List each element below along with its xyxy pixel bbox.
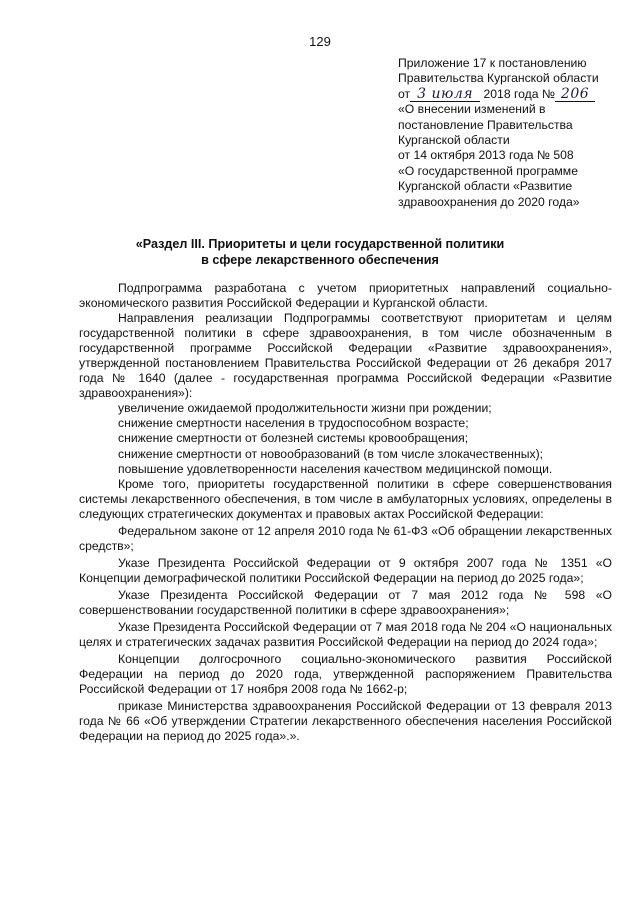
body-text (79, 281, 612, 744)
list-item: повышение удовлетворенности населения качеством медицинской помощи. (118, 461, 553, 476)
handwritten-date: 3 июля (417, 85, 474, 102)
list-item: снижение смертности от новообразований (в том числе злокачественных); (118, 446, 544, 461)
paragraph: Федеральном законе от 12 апреля 2010 года № 61-ФЗ «Об обращении лекарственных средств»; (79, 523, 612, 553)
appendix-date-line (398, 87, 630, 102)
appendix-line-5: постановление Правительства (398, 117, 573, 132)
paragraph: Указе Президента Российской Федерации от 7 мая 2012 года № 598 «О совершенствовании государственной политики в сфере здравоохранения»; (79, 587, 612, 617)
handwritten-number: 206 (560, 85, 590, 102)
paragraph: Направления реализации Подпрограммы соответствуют приоритетам и целям государственной политики в сфере здравоохранения, в том числе обозначенным в государственной программе Российской Федерации «Развитие здравоохранения», утвержденной постановлением Правительства Российской Федерации от 26 декабря 2017 года № 1640 (далее - государственная программа Российской Федерации «Развитие здравоохранения»): (79, 311, 612, 401)
paragraph: приказе Министерства здравоохранения Российской Федерации от 13 февраля 2013 года № 66 «Об утверждении Стратегии лекарственного обеспечения населения Российской Федерации на период до 2025 года».». (79, 699, 612, 744)
appendix-line-7: от 14 октября 2013 года № 508 (398, 148, 574, 163)
appendix-line-8: «О государственной программе (398, 163, 578, 178)
section-title (0, 236, 640, 268)
handwritten-number-field (555, 85, 595, 102)
section-title-line-1: «Раздел III. Приоритеты и цели государственной политики (135, 237, 505, 251)
paragraph: Указе Президента Российской Федерации от 9 октября 2007 года № 1351 «О Концепции демографической политики Российской Федерации на период до 2025 года»; (79, 555, 612, 585)
section-title-line-2: в сфере лекарственного обеспечения (201, 253, 439, 267)
from-prefix: от (398, 86, 411, 101)
appendix-line-6: Курганской области (398, 133, 510, 148)
paragraph: Подпрограмма разработана с учетом приоритетных направлений социально-экономического развития Российской Федерации и Курганской области. (79, 281, 612, 311)
list-item: снижение смертности населения в трудоспособном возрасте; (118, 416, 469, 431)
paragraph: Кроме того, приоритеты государственной политики в сфере совершенствования системы лекарственного обеспечения, в том числе в амбулаторных условиях, определены в следующих стратегических документах и правовых актах Российской Федерации: (79, 476, 612, 521)
list-item: увеличение ожидаемой продолжительности жизни при рождении; (118, 401, 492, 416)
page-number: 129 (309, 34, 331, 49)
handwritten-date-field (410, 85, 480, 102)
paragraph: Концепции долгосрочного социально-экономического развития Российской Федерации на период до 2020 года, утвержденной распоряжением Правительства Российской Федерации от 17 ноября 2008 года № 1662-р; (79, 652, 612, 697)
year-text: 2018 года № (483, 86, 556, 101)
appendix-line-2: Правительства Курганской области (398, 71, 599, 86)
appendix-header (398, 56, 630, 210)
appendix-line-10: здравоохранения до 2020 года» (398, 194, 580, 209)
paragraph: Указе Президента Российской Федерации от 7 мая 2018 года № 204 «О национальных целях и стратегических задачах развития Российской Федерации на период до 2024 года»; (79, 620, 612, 650)
list-item: снижение смертности от болезней системы кровообращения; (118, 431, 469, 446)
appendix-line-1: Приложение 17 к постановлению (398, 56, 587, 70)
appendix-line-9: Курганской области «Развитие (398, 179, 573, 194)
appendix-line-4: «О внесении изменений в (398, 102, 546, 117)
